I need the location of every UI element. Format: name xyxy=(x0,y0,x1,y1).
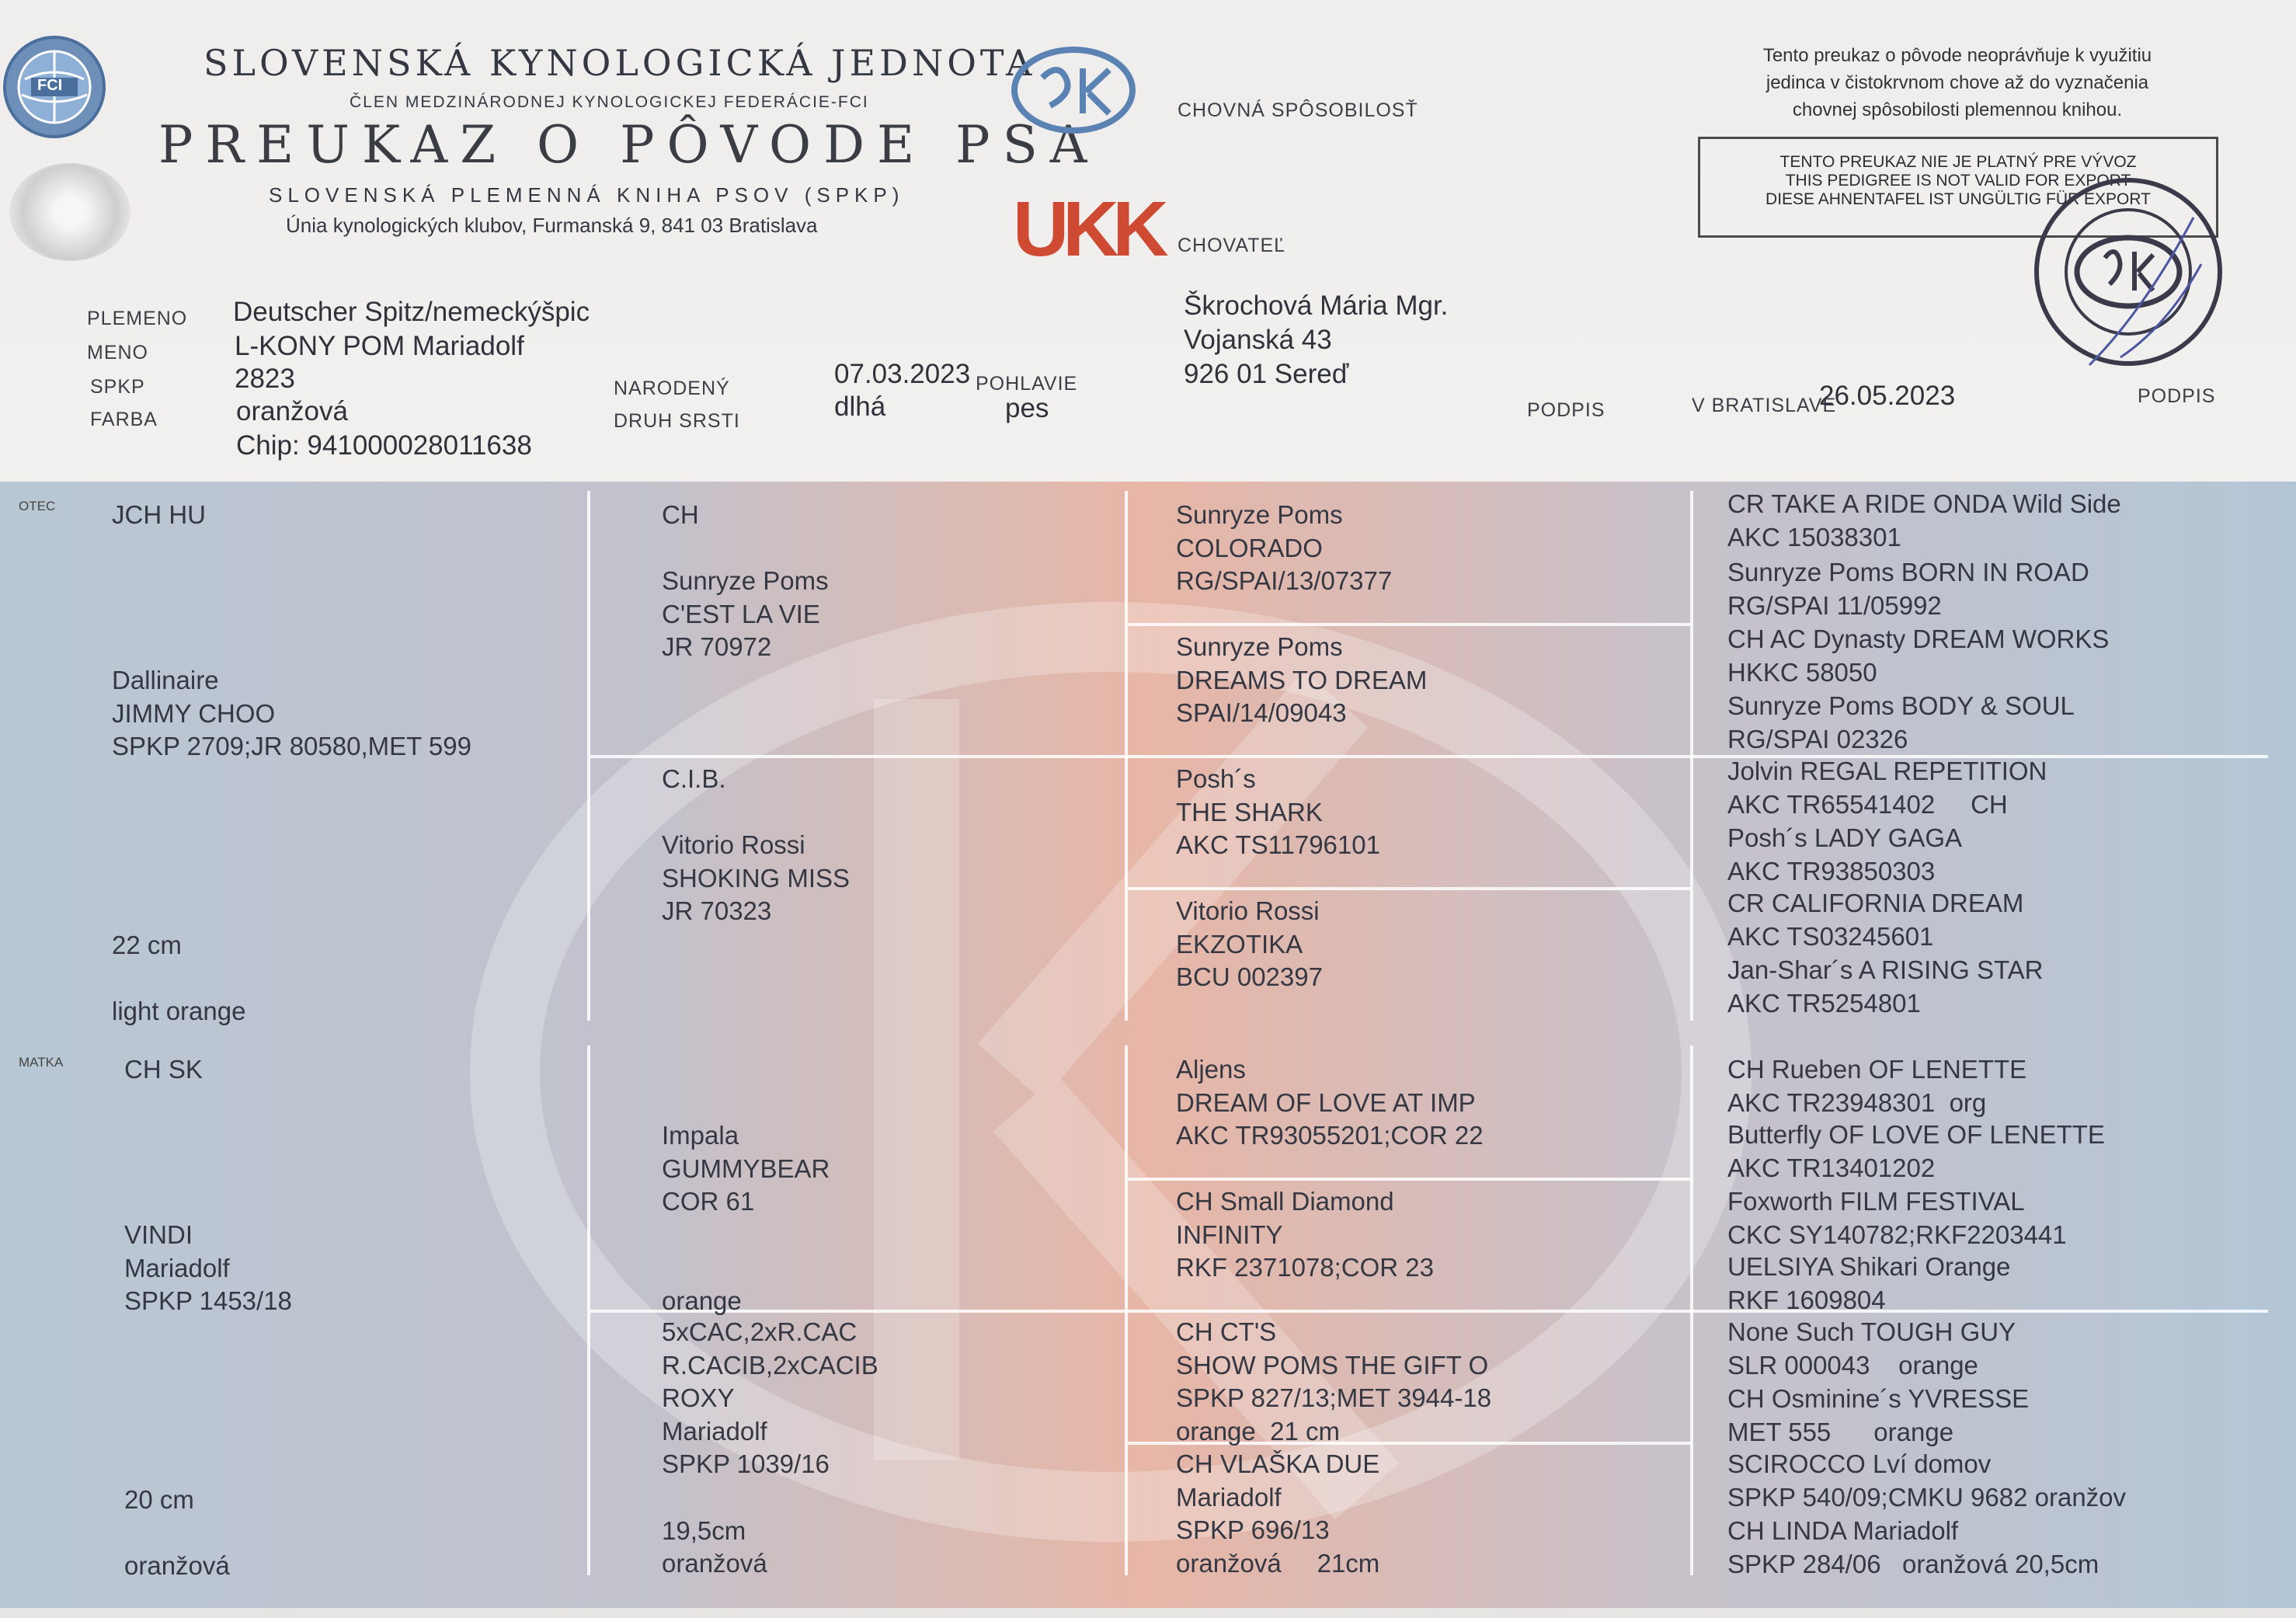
breeder-label: CHOVATEĽ xyxy=(1178,235,1286,256)
g4-line: CH AC Dynasty DREAM WORKS xyxy=(1727,625,2110,653)
breeder-street: Vojanská 43 xyxy=(1184,325,1332,355)
g3-line: INFINITY xyxy=(1176,1220,1283,1249)
g3-line: Mariadolf xyxy=(1176,1482,1282,1512)
g4-line: Sunryze Poms BODY & SOUL xyxy=(1727,691,2075,720)
sire-dam-line: Vitorio Rossi xyxy=(662,830,805,860)
sire-label: OTEC xyxy=(19,499,56,513)
dam-line: SPKP 1453/18 xyxy=(124,1286,292,1316)
g4-line: Sunryze Poms BORN IN ROAD xyxy=(1727,558,2089,586)
dam-sire-line: COR 61 xyxy=(662,1187,755,1216)
g3-line: BCU 002397 xyxy=(1176,962,1323,992)
spkp-label: SPKP xyxy=(90,376,145,398)
dam-dam-line: 5xCAC,2xR.CAC xyxy=(662,1317,858,1346)
color-value: oranžová xyxy=(236,396,348,426)
g3-line: CH Small Diamond xyxy=(1176,1187,1394,1216)
sire-line: 22 cm xyxy=(112,930,182,959)
g3-line: orange 21 cm xyxy=(1176,1416,1340,1446)
sire-sire-line: JR 70972 xyxy=(662,632,772,662)
g3-line: CH CT'S xyxy=(1176,1317,1277,1346)
sire-line: light orange xyxy=(112,997,246,1025)
g3-line: COLORADO xyxy=(1176,533,1323,562)
fci-logo-text: FCI xyxy=(37,77,63,94)
g4-line: AKC TR65541402 CH xyxy=(1727,789,2008,819)
sire-dam-line: SHOKING MISS xyxy=(662,863,851,893)
g4-line: HKKC 58050 xyxy=(1727,657,1877,687)
coat-label: DRUH SRSTI xyxy=(614,410,740,432)
hologram-seal xyxy=(9,163,130,261)
breed-label: PLEMENO xyxy=(87,308,188,329)
dam-dam-line: 19,5cm xyxy=(662,1515,746,1545)
g4-line: AKC 15038301 xyxy=(1727,522,1901,552)
breeder-name: Škrochová Mária Mgr. xyxy=(1184,291,1449,321)
signature-label-2: PODPIS xyxy=(2138,385,2216,407)
signature-label: PODPIS xyxy=(1527,399,1605,421)
g3-line: AKC TS11796101 xyxy=(1176,830,1380,860)
g3-line: EKZOTIKA xyxy=(1176,929,1303,959)
g4-line: CH LINDA Mariadolf xyxy=(1727,1516,1959,1545)
g3-line: Sunryze Poms xyxy=(1176,632,1343,661)
g3-line: SHOW POMS THE GIFT O xyxy=(1176,1350,1489,1380)
g4-line: CKC SY140782;RKF2203441 xyxy=(1727,1220,2067,1249)
g4-line: Posh´s LADY GAGA xyxy=(1727,823,1963,852)
g4-line: SPKP 284/06 oranžová 20,5cm xyxy=(1727,1549,2099,1578)
g4-line: CR CALIFORNIA DREAM xyxy=(1727,889,2024,917)
g3-line: oranžová 21cm xyxy=(1176,1548,1380,1578)
g3-line: THE SHARK xyxy=(1176,797,1323,826)
g3-line: DREAM OF LOVE AT IMP xyxy=(1176,1087,1476,1117)
sire-dam-line: C.I.B. xyxy=(662,764,726,793)
dam-dam-line: R.CACIB,2xCACIB xyxy=(662,1350,878,1380)
dam-line: VINDI xyxy=(124,1220,193,1249)
export-line: THIS PEDIGREE IS NOT VALID FOR EXPORT xyxy=(1785,172,2131,190)
sex-value: pes xyxy=(1005,393,1049,423)
g3-line: Posh´s xyxy=(1176,764,1256,793)
org-name: SLOVENSKÁ KYNOLOGICKÁ JEDNOTA xyxy=(204,42,1036,84)
g4-line: None Such TOUGH GUY xyxy=(1727,1317,2016,1346)
chip-value: Chip: 941000028011638 xyxy=(236,430,532,461)
document-title: PREUKAZ O PÔVODE PSA xyxy=(158,115,1100,175)
dam-dam-line: oranžová xyxy=(662,1549,767,1578)
g4-line: AKC TR13401202 xyxy=(1727,1153,1936,1182)
g4-line: CH Rueben OF LENETTE xyxy=(1727,1055,2027,1084)
g4-line: RG/SPAI 11/05992 xyxy=(1727,590,1942,620)
dam-label: MATKA xyxy=(19,1055,64,1070)
sire-line: JIMMY CHOO xyxy=(112,698,276,728)
g4-line: Jan-Shar´s A RISING STAR xyxy=(1727,955,2044,984)
color-label: FARBA xyxy=(90,409,158,430)
g3-line: SPKP 827/13;MET 3944-18 xyxy=(1176,1383,1492,1413)
fci-logo xyxy=(2,34,107,140)
dam-dam-line: ROXY xyxy=(662,1383,735,1413)
dam-line: CH SK xyxy=(124,1055,203,1084)
g4-line: AKC TS03245601 xyxy=(1727,921,1934,951)
stud-book-name: SLOVENSKÁ PLEMENNÁ KNIHA PSOV (SPKP) xyxy=(269,183,905,207)
dam-dam-line: SPKP 1039/16 xyxy=(662,1449,830,1479)
stud-book-address: Únia kynologických klubov, Furmanská 9, 841 03 Bratislava xyxy=(286,214,818,237)
export-line: DIESE AHNENTAFEL IST UNGÜLTIG FÜR EXPORT xyxy=(1765,190,2151,208)
sire-sire-line: C'EST LA VIE xyxy=(662,599,820,628)
dam-sire-line: Impala xyxy=(662,1121,739,1150)
name-value: L-KONY POM Mariadolf xyxy=(235,331,524,361)
g4-line: CR TAKE A RIDE ONDA Wild Side xyxy=(1727,489,2121,518)
g4-line: CH Osminine´s YVRESSE xyxy=(1727,1384,2030,1413)
g4-line: SPKP 540/09;CMKU 9682 oranžov xyxy=(1727,1482,2127,1512)
export-line: TENTO PREUKAZ NIE JE PLATNÝ PRE VÝVOZ xyxy=(1779,153,2137,171)
name-label: MENO xyxy=(87,342,148,364)
g3-line: CH VLAŠKA DUE xyxy=(1176,1449,1380,1478)
place-label: V BRATISLAVE xyxy=(1692,395,1837,416)
born-value: 07.03.2023 xyxy=(834,359,971,389)
g3-line: RG/SPAI/13/07377 xyxy=(1176,566,1393,596)
dam-dam-line: Mariadolf xyxy=(662,1416,767,1446)
dam-sire-line: GUMMYBEAR xyxy=(662,1153,830,1183)
breeder-city: 926 01 Sereď xyxy=(1184,359,1349,389)
breeding-notice: Tento preukaz o pôvode neoprávňuje k využitiu jedinca v čistokrvnom chove až do vyznačenia chovnej spôsobilosti plemennou knihou. xyxy=(1762,45,2152,120)
g4-line: AKC TR5254801 xyxy=(1727,988,1921,1018)
g3-line: SPKP 696/13 xyxy=(1176,1515,1330,1545)
skj-logo xyxy=(1011,47,1136,134)
sire-sire-line: Sunryze Poms xyxy=(662,566,829,596)
sire-line: Dallinaire xyxy=(112,666,219,694)
born-label: NARODENÝ xyxy=(614,378,730,399)
dam-line: Mariadolf xyxy=(124,1253,230,1282)
g3-line: SPAI/14/09043 xyxy=(1176,698,1347,728)
g4-line: AKC TR93850303 xyxy=(1727,856,1936,886)
sire-sire-line: CH xyxy=(662,500,699,529)
g4-line: RKF 1609804 xyxy=(1727,1285,1886,1314)
g4-line: AKC TR23948301 org xyxy=(1727,1087,1987,1117)
sire-line: JCH HU xyxy=(112,500,206,529)
g4-line: UELSIYA Shikari Orange xyxy=(1727,1252,2011,1281)
g3-line: RKF 2371078;COR 23 xyxy=(1176,1253,1435,1282)
g3-line: Aljens xyxy=(1176,1055,1246,1084)
coat-value: dlhá xyxy=(834,391,886,422)
ukk-logo xyxy=(1013,185,1163,274)
stamp-text xyxy=(2027,171,2039,172)
g3-line: Sunryze Poms xyxy=(1176,500,1343,529)
g4-line: MET 555 orange xyxy=(1727,1417,1954,1446)
g4-line: Butterfly OF LOVE OF LENETTE xyxy=(1727,1120,2105,1149)
breed-value: Deutscher Spitz/nemeckýšpic xyxy=(233,297,590,327)
org-member-line: ČLEN MEDZINÁRODNEJ KYNOLOGICKEJ FEDERÁCIE-FCI xyxy=(350,93,869,111)
g4-line: Foxworth FILM FESTIVAL xyxy=(1727,1187,2025,1216)
g4-line: RG/SPAI 02326 xyxy=(1727,724,1908,753)
g4-line: SLR 000043 orange xyxy=(1727,1350,1978,1380)
g3-line: Vitorio Rossi xyxy=(1176,896,1320,925)
official-stamp xyxy=(2027,171,2237,373)
issue-date: 26.05.2023 xyxy=(1819,381,1956,411)
sire-line: SPKP 2709;JR 80580,MET 599 xyxy=(112,732,471,761)
g4-line: SCIROCCO Lví domov xyxy=(1727,1449,1992,1478)
g3-line: DREAMS TO DREAM xyxy=(1176,665,1428,694)
g3-line: AKC TR93055201;COR 22 xyxy=(1176,1121,1484,1150)
sex-label: POHLAVIE xyxy=(976,373,1078,395)
spkp-value: 2823 xyxy=(235,364,295,394)
g4-line: Jolvin REGAL REPETITION xyxy=(1727,757,2047,785)
breeding-label: CHOVNÁ SPÔSOBILOSŤ xyxy=(1178,99,1418,121)
dam-sire-line: orange xyxy=(662,1286,742,1316)
ukk-logo-text: UKK xyxy=(1013,186,1163,273)
sire-dam-line: JR 70323 xyxy=(662,896,772,926)
dam-line: 20 cm xyxy=(124,1484,194,1514)
dam-line: oranžová xyxy=(124,1551,230,1580)
